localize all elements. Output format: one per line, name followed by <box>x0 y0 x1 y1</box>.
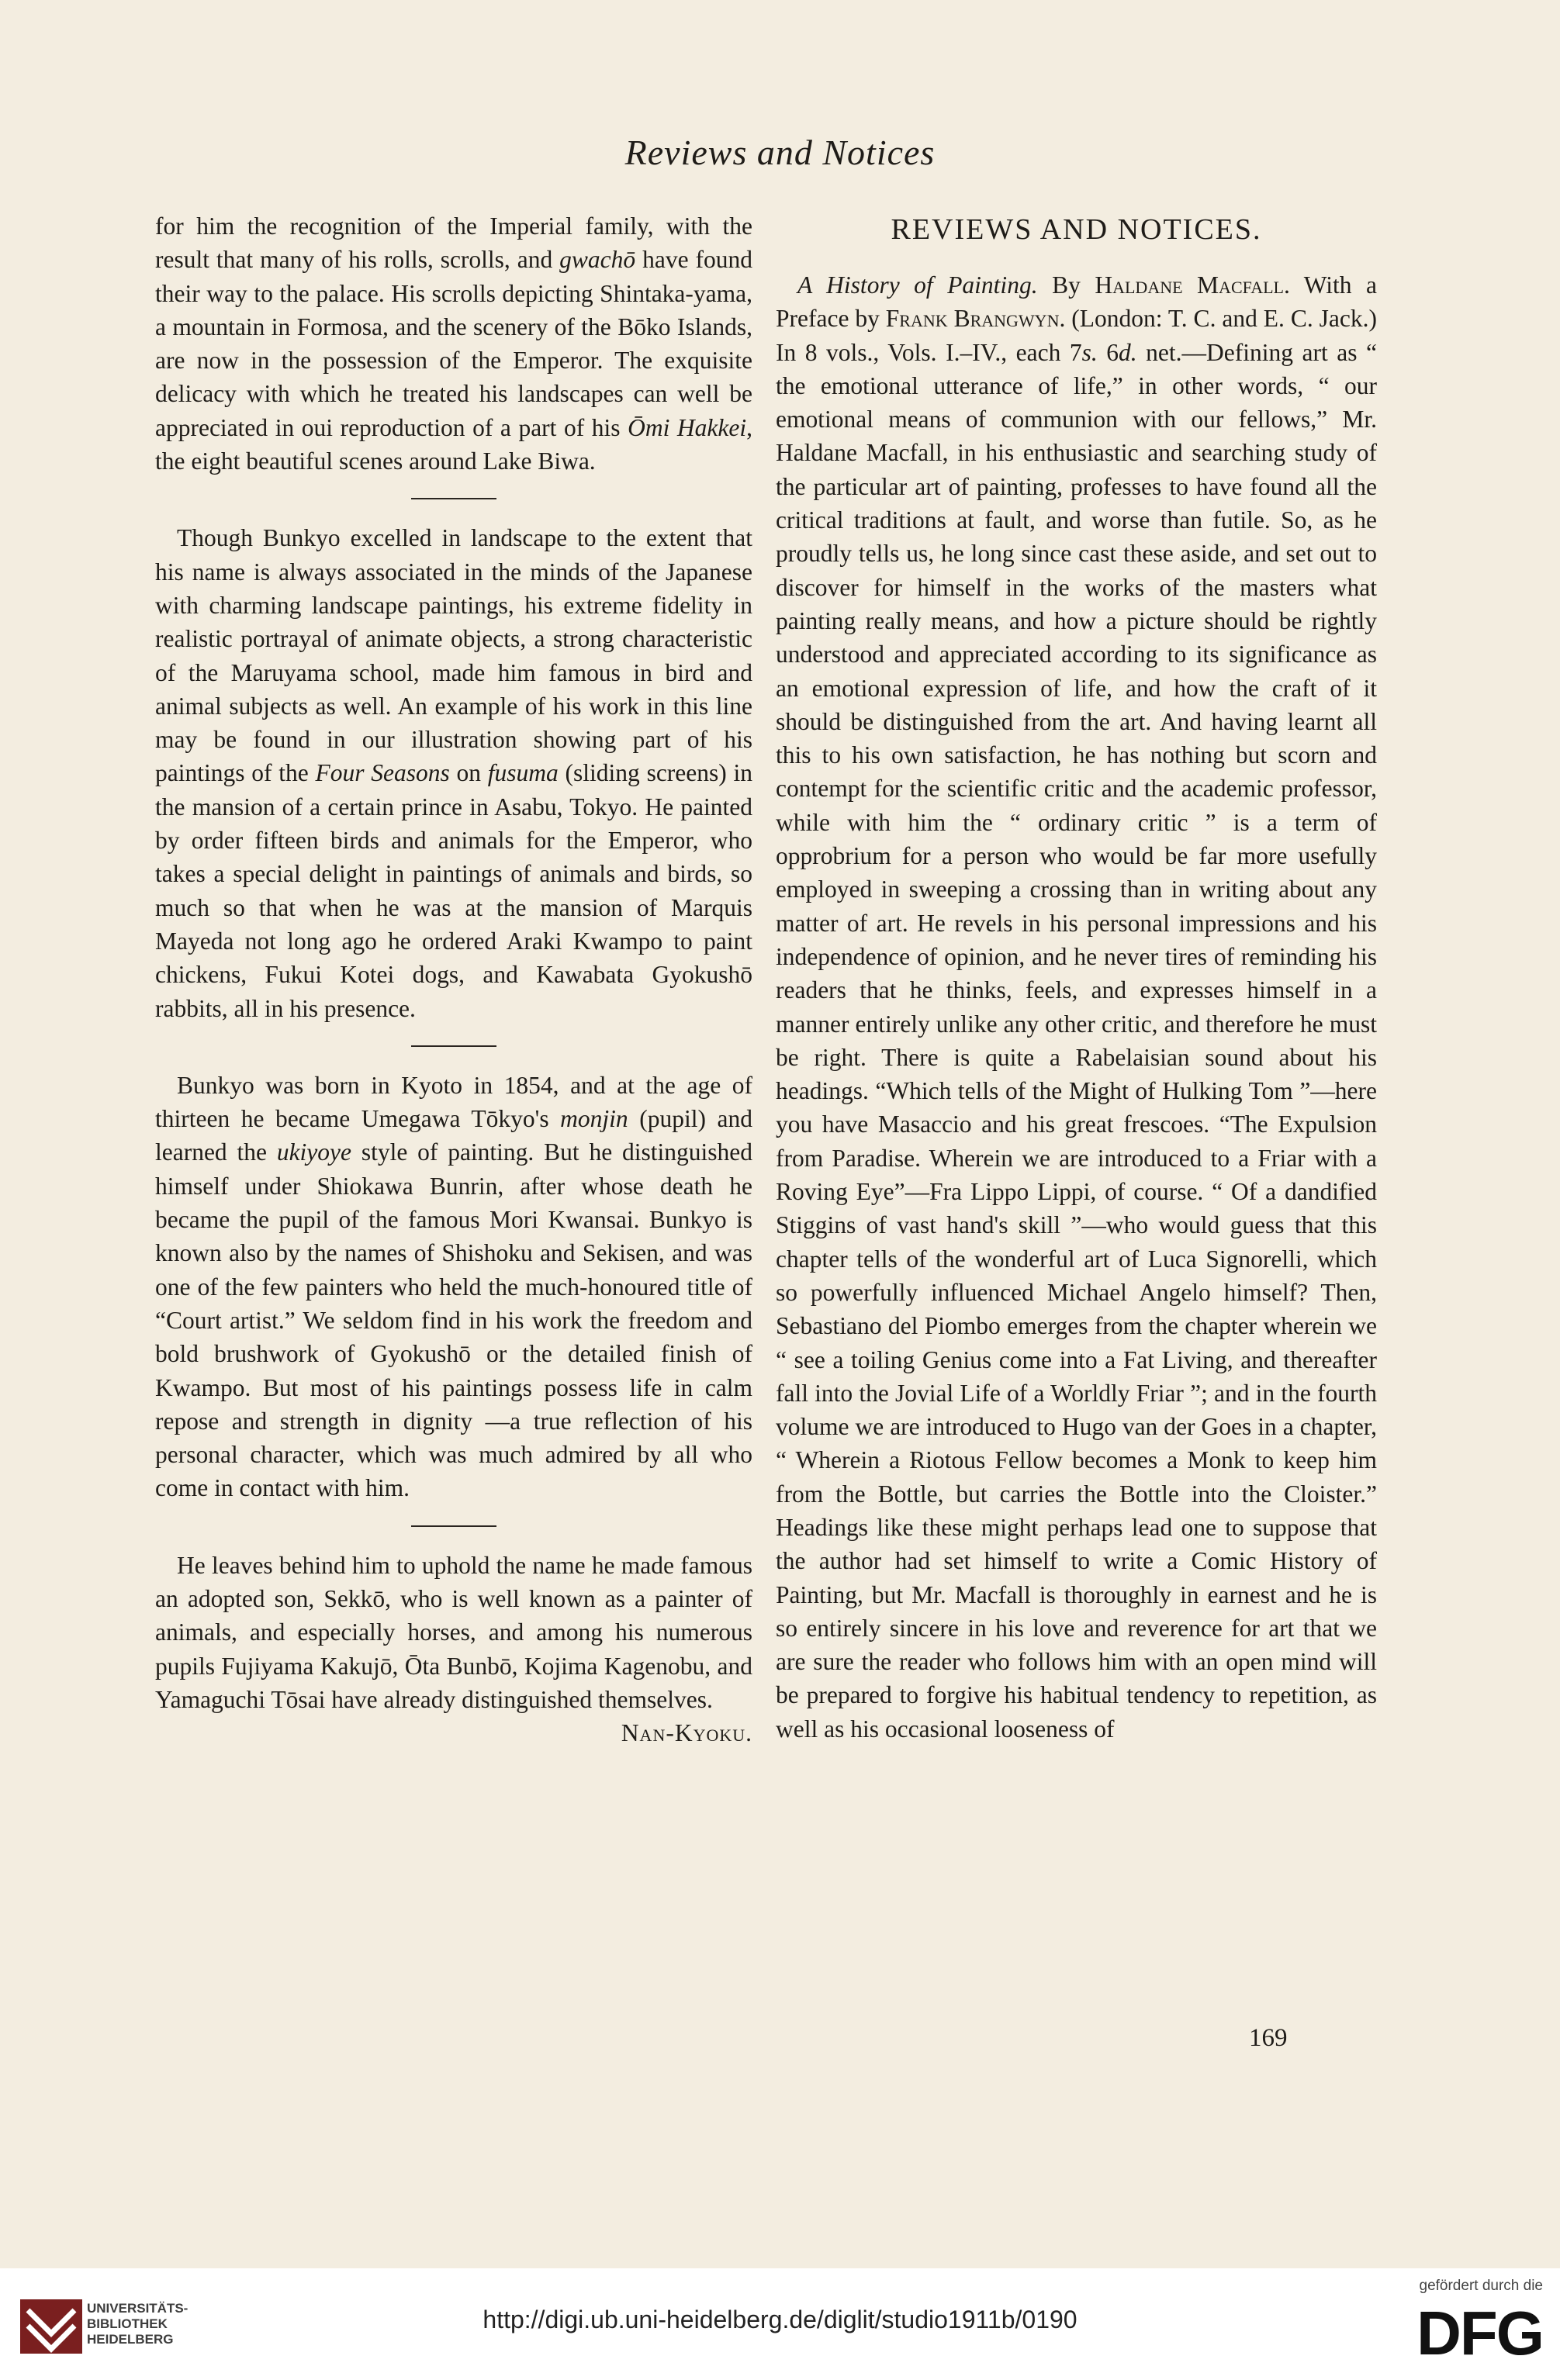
small-caps-text: Haldane Macfall <box>1095 271 1284 299</box>
text-run: have found their way to the palace. His scrolls depicting Shintaka-yama, a mountain in Formosa, and the scenery of the Bōko Islands, are now in the possession of the Emperor. The exquisite delicacy with which he treated his landscapes can well be appreciated in oui reproduction of a part of his <box>155 246 752 441</box>
italic-text: Ōmi Hakkei <box>628 413 747 441</box>
paragraph <box>155 209 752 478</box>
text-run: style of painting. But he distinguished himself under Shiokawa Bunrin, after whose death he became the pupil of the famous Mori Kwansai. Bunkyo is known also by the names of Shishoku and Sekisen, and was one of the few painters who held the much-honoured title of “Court artist.” We seldom find in his work the freedom and bold brushwork of Gyokushō or the detailed finish of Kwampo. But most of his paintings possess life in calm repose and strength in dignity —a true reflection of his personal character, which was much admired by all who come in contact with him. <box>155 1138 753 1502</box>
small-caps-text: Frank Brangwyn <box>885 305 1060 333</box>
author-signature: Nan-Kyoku. <box>621 1719 752 1747</box>
italic-text: fusuma <box>487 759 559 787</box>
text-run: He leaves behind him to uphold the name he made famous an adopted son, Sekkō, who is well known as a painter of animals, and especially horses, and among his numerous pupils Fujiyama Kakujō, Ōta Bunbō, Kojima Kagenobu, and Yamaguchi Tōsai have already distinguished themselves. <box>155 1551 752 1713</box>
italic-text: ukiyoye <box>276 1138 351 1166</box>
paragraph <box>155 521 752 1024</box>
text-run: for him the recognition of the Imperial family, with the result that many of his rolls, scrolls, and <box>155 212 752 274</box>
left-column <box>155 209 752 1750</box>
sponsor-caption: gefördert durch die <box>1419 2278 1543 2294</box>
page-number: 169 <box>1249 2024 1288 2052</box>
text-run: . (London: T. C. and E. C. Jack.) In 8 vols., Vols. I.–IV., each 7 <box>776 305 1377 366</box>
dfg-logo: DFG <box>1416 2299 1543 2368</box>
paragraph-text <box>155 1552 752 1713</box>
source-url[interactable]: http://digi.ub.uni-heidelberg.de/diglit/studio1911b/0190 <box>483 2306 1077 2333</box>
italic-text: gwachō <box>559 246 636 274</box>
right-column <box>776 209 1377 1746</box>
section-heading: REVIEWS AND NOTICES. <box>891 213 1262 246</box>
text-run: Bunkyo was born in Kyoto in 1854, and at the age of thirteen he became Umegawa Tōkyo's <box>155 1071 752 1133</box>
text-run: . With a Preface by <box>776 271 1378 333</box>
italic-text: A History of Painting. <box>797 271 1038 299</box>
library-name: UNIVERSITÄTS- BIBLIOTHEK HEIDELBERG <box>87 2301 189 2347</box>
text-run: on <box>449 759 488 787</box>
text-run: 6 <box>1097 338 1119 366</box>
italic-text: d. <box>1119 338 1137 366</box>
section-separator <box>411 1525 496 1527</box>
italic-text: Four Seasons <box>315 759 450 787</box>
italic-text: s. <box>1081 338 1098 366</box>
text-run: , the eight beautiful scenes around Lake Biwa. <box>155 413 752 475</box>
text-run: Though Bunkyo excelled in landscape to the extent that his name is always associated in the minds of the Japanese with charming landscape paintings, his extreme fidelity in realistic portrayal of animate objects, a strong characteristic of the Maruyama school, made him famous in bird and animal subjects as well. An example of his work in this line may be found in our illustration showing part of his paintings of the <box>155 524 752 787</box>
review-paragraph <box>776 268 1377 1746</box>
italic-text: monjin <box>560 1105 628 1133</box>
text-run: net.—Defining art as “ the emotional utterance of life,” in other words, “ our emotional means of communion with our fellows,” Mr. Haldane Macfall, in his enthusiastic and searching study of the particular art of painting, professes to have found all the critical traditions at fault, and worse than futile. So, as he proudly tells us, he long since cast these aside, and set out to discover for himself in the works of the masters what painting really means, and how a picture should be rightly understood and appreciated according to its significance as an emotional expression of life, and how the craft of it should be distinguished from the art. And having learnt all this to his own satisfaction, he has nothing but scorn and contempt for the scientific critic and the academic professor, while with him the “ ordinary critic ” is a term of opprobrium for a person who would be far more usefully employed in sweeping a crossing than in writing about any matter of art. He revels in his personal impressions and his independence of opinion, and he never tires of reminding his readers that he thinks, feels, and expresses himself in a manner entirely unlike any other critic, and therefore he must be right. There is quite a Rabelaisian sound about his headings. “Which tells of the Might of Hulking Tom ”—here you have Masaccio and his great frescoes. “The Expulsion from Paradise. Wherein we are introduced to a Friar with a Roving Eye”—Fra Lippo Lippi, of course. “ Of a dandified Stiggins of vast hand's skill ”—who would guess that this chapter tells of the wonderful art of Luca Signorelli, which so powerfully influenced Michael Angelo himself? Then, Sebastiano del Piombo emerges from the chapter wherein we “ see a toiling Genius come into a Fat Living, and thereafter fall into the Jovial Life of a Worldly Friar ”; and in the fourth volume we are introduced to Hugo van der Goes in a chapter, “ Wherein a Riotous Fellow becomes a Monk to keep him from the Bottle, but carries the Bottle into the Cloister.” Headings like these might perhaps lead one to suppose that the author had set himself to write a Comic History of Painting, but Mr. Macfall is thoroughly in earnest and he is so entirely sincere in his love and reverence for art that we are sure the reader who follows him with an open mind will be prepared to forgive his habitual tendency to repetition, as well as his occasional looseness of <box>776 338 1378 1743</box>
running-head: Reviews and Notices <box>624 133 936 172</box>
digitization-footer <box>0 2268 1560 2380</box>
paragraph <box>155 1549 752 1747</box>
text-run: (sliding screens) in the mansion of a certain prince in Asabu, Tokyo. He painted by order fifteen birds and animals for the Emperor, who takes a special delight in paintings of animals and birds, so much so that when he was at the mansion of Marquis Mayeda not long ago he ordered Araki Kwampo to paint chickens, Fukui Kotei dogs, and Kawabata Gyokushō rabbits, all in his presence. <box>155 759 753 1022</box>
section-separator <box>411 498 496 499</box>
text-run: By <box>1037 271 1095 299</box>
paragraph <box>155 1069 752 1505</box>
section-separator <box>411 1045 496 1047</box>
text-run: (pupil) and learned the <box>155 1105 752 1166</box>
